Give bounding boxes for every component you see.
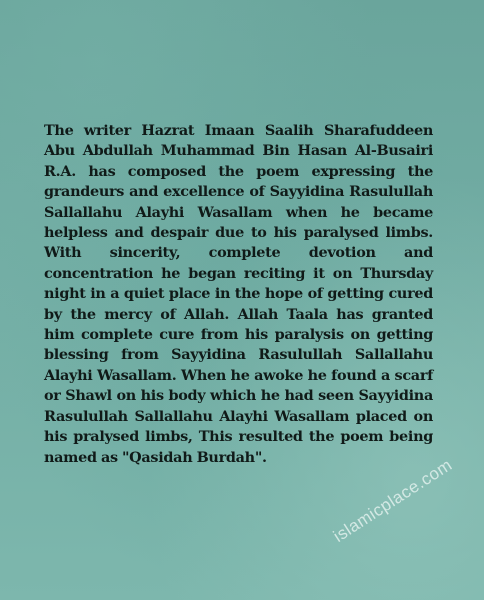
watermark-text: islamicplace.com <box>330 455 456 546</box>
description-paragraph: The writer Hazrat Imaan Saalih Sharafuddeen Abu Abdullah Muhammad Bin Hasan Al-Busairi R.A. has composed the poem expressing the grandeurs and excellence of Sayyidina Rasulullah Sallallahu Alayhi Wasallam when he became helpless and despair due to his paralysed limbs. With sincerity, complete devotion and concentration he began reciting it on Thursday night in a quiet place in the hope of getting cured by the mercy of Allah. Allah Taala has granted him complete cure from his paralysis on getting blessing from Sayyidina Rasulullah Sallallahu Alayhi Wasallam. When he awoke he found a scarf or Shawl on his body which he had seen Sayyidina Rasulullah Sallallahu Alayhi Wasallam placed on his pralysed limbs, This resulted the poem being named as "Qasidah Burdah". <box>44 122 433 466</box>
